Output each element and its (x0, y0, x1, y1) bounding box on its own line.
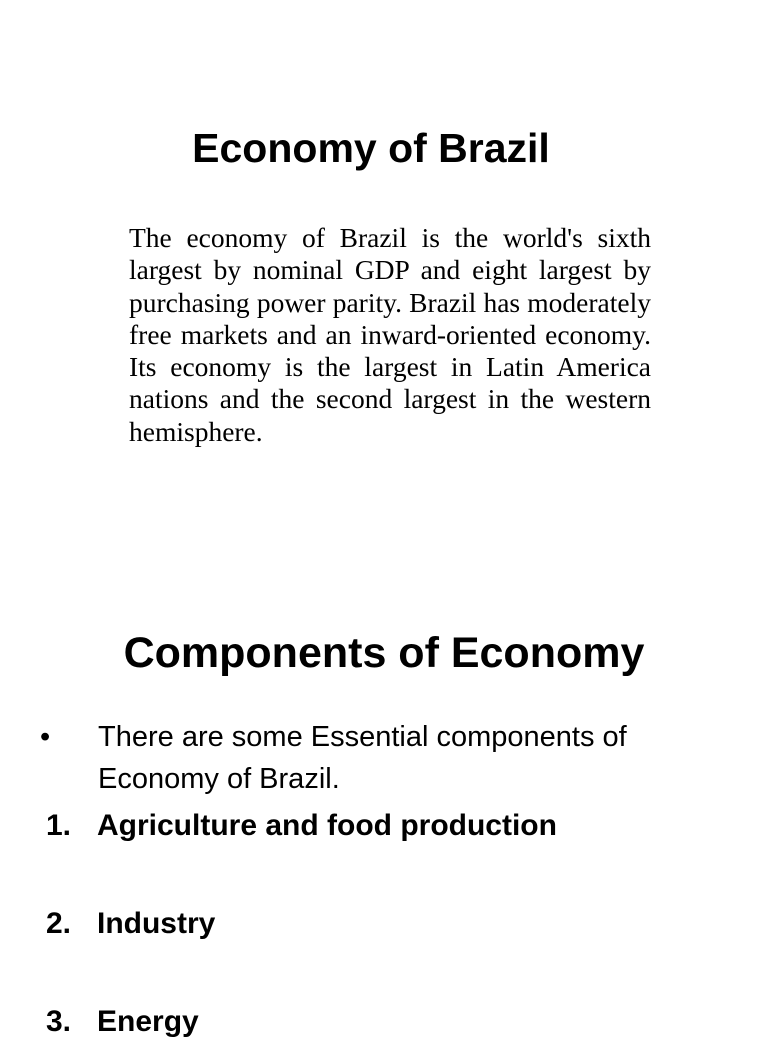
slide-title: Components of Economy (123, 629, 645, 677)
list-label: Agriculture and food production (97, 809, 557, 842)
list-number: 1. (46, 809, 72, 842)
numbered-list-item (46, 904, 746, 944)
list-label: Industry (97, 907, 216, 940)
numbered-list-item (46, 806, 746, 846)
slide-economy-of-brazil (0, 0, 768, 512)
numbered-list-item (46, 1002, 746, 1042)
list-number: 3. (46, 1005, 72, 1038)
bullet-list-item (40, 716, 740, 800)
list-number: 2. (46, 907, 72, 940)
slide-title: Economy of Brazil (192, 125, 550, 171)
slide-components-of-economy (0, 512, 768, 1038)
slide-body-paragraph: The economy of Brazil is the world's sixth largest by nominal GDP and eight largest by purchasing power parity. Brazil has moderately free markets and an inward-oriented economy. Its economy is the largest in Latin America nations and the second largest in the western hemisphere. (129, 222, 651, 447)
list-label: Energy (97, 1005, 199, 1038)
bullet-text: There are some Essential components of Economy of Brazil. (98, 721, 627, 795)
bullet-marker: • (40, 721, 51, 753)
